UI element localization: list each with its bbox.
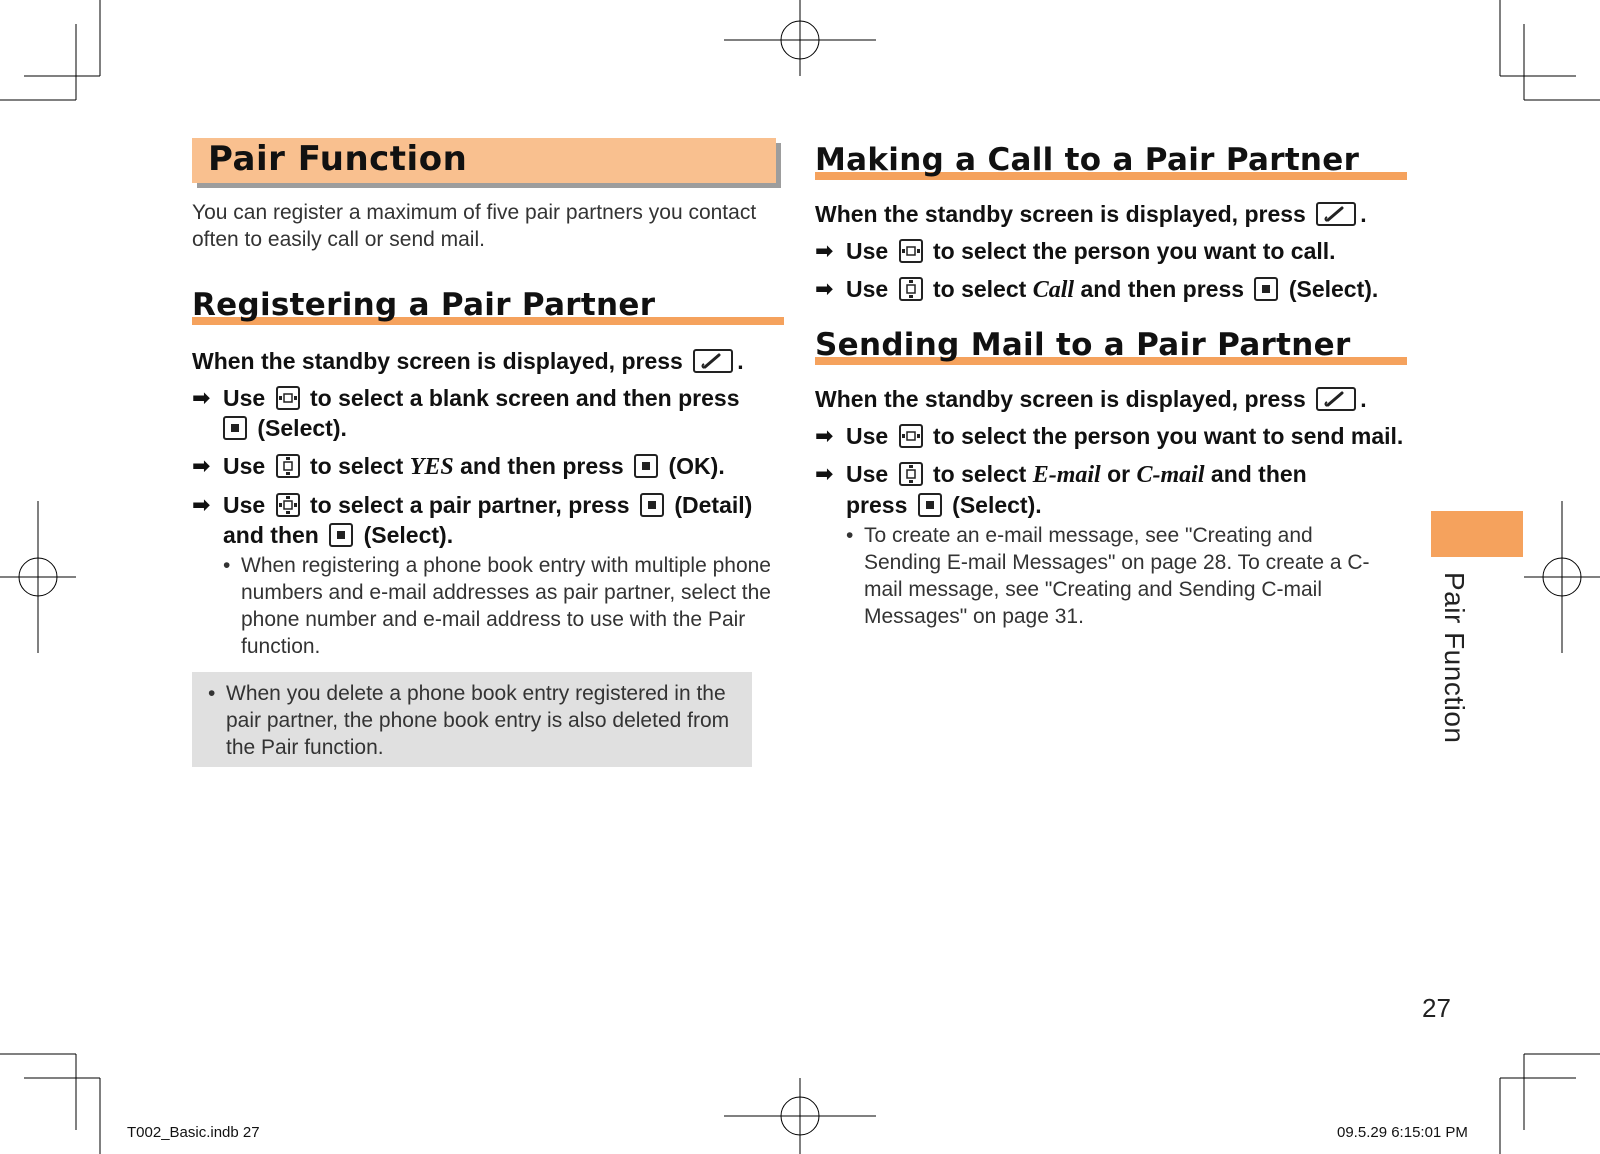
standby-instruction-call: When the standby screen is displayed, press .	[815, 201, 1367, 227]
center-select-key-icon	[634, 454, 658, 478]
section-heading-registering	[192, 277, 784, 325]
right-column	[815, 138, 1407, 630]
arrow-right-icon: ➡	[815, 423, 834, 448]
arrow-right-icon: ➡	[815, 276, 834, 301]
section-heading-sending-mail	[815, 317, 1407, 365]
arrow-right-icon: ➡	[815, 238, 834, 263]
note-box	[192, 672, 752, 767]
nav-updown-icon	[899, 462, 923, 486]
page-title-bar	[192, 138, 776, 183]
section-heading-text: Sending Mail to a Pair Partner	[815, 327, 1351, 363]
step-select-person-call: ➡ Use to select the person you want to call.	[815, 238, 1336, 264]
nav-leftright-icon	[899, 424, 923, 448]
center-select-key-icon	[223, 416, 247, 440]
center-select-key-icon	[640, 493, 664, 517]
step-select-blank: ➡ Use to select a blank screen and then press (Select).	[192, 385, 740, 441]
section-heading-text: Making a Call to a Pair Partner	[815, 142, 1360, 178]
bullet-create-mail: • To create an e-mail message, see "Creating and Sending E-mail Messages" on page 28. To create a C-mail message, see "Creating and Sending C-mail Messages" on page 31.	[846, 524, 1370, 628]
call-key-icon	[693, 349, 733, 373]
arrow-right-icon: ➡	[192, 453, 211, 478]
arrow-right-icon: ➡	[192, 492, 211, 517]
left-column	[192, 138, 784, 767]
call-key-icon	[1316, 202, 1356, 226]
side-index-tab	[1431, 511, 1523, 557]
section-heading-text: Registering a Pair Partner	[192, 287, 656, 323]
step-select-partner: ➡ Use to select a pair partner, press (Detail) and then (Select).	[192, 492, 753, 548]
section-heading-making-call	[815, 132, 1407, 180]
page-title: Pair Function	[208, 139, 468, 179]
center-select-key-icon	[918, 493, 942, 517]
step-select-call: ➡ Use to select Call and then press (Select).	[815, 276, 1379, 303]
center-select-key-icon	[329, 523, 353, 547]
note-delete-entry: • When you delete a phone book entry registered in the pair partner, the phone book entry is also deleted from the Pair function.	[208, 682, 730, 759]
nav-leftright-icon	[276, 386, 300, 410]
step-select-person-mail: ➡ Use to select the person you want to send mail.	[815, 423, 1404, 449]
center-select-key-icon	[1254, 277, 1278, 301]
intro-text: You can register a maximum of five pair partners you contact often to easily call or send mail.	[192, 201, 757, 251]
arrow-right-icon: ➡	[815, 461, 834, 486]
bullet-multiple-numbers: • When registering a phone book entry with multiple phone numbers and e-mail addresses as pair partner, select the phone number and e-mail address to use with the Pair function.	[223, 554, 771, 658]
step-select-mail-type: ➡ Use to select E-mail or C-mail and then press (Select).	[815, 461, 1307, 518]
nav-leftright-icon	[899, 239, 923, 263]
nav-fourway-icon	[276, 493, 300, 517]
footer-timestamp: 09.5.29 6:15:01 PM	[1337, 1124, 1468, 1141]
footer-file-info: T002_Basic.indb 27	[127, 1124, 260, 1141]
standby-instruction: When the standby screen is displayed, press .	[192, 348, 744, 374]
nav-updown-icon	[276, 454, 300, 478]
nav-updown-icon	[899, 277, 923, 301]
standby-instruction-mail: When the standby screen is displayed, press .	[815, 386, 1367, 412]
page-number: 27	[1422, 993, 1451, 1023]
step-select-yes: ➡ Use to select YES and then press (OK).	[192, 453, 725, 480]
side-tab-label: Pair Function	[1439, 572, 1470, 744]
arrow-right-icon: ➡	[192, 385, 211, 410]
call-key-icon	[1316, 387, 1356, 411]
